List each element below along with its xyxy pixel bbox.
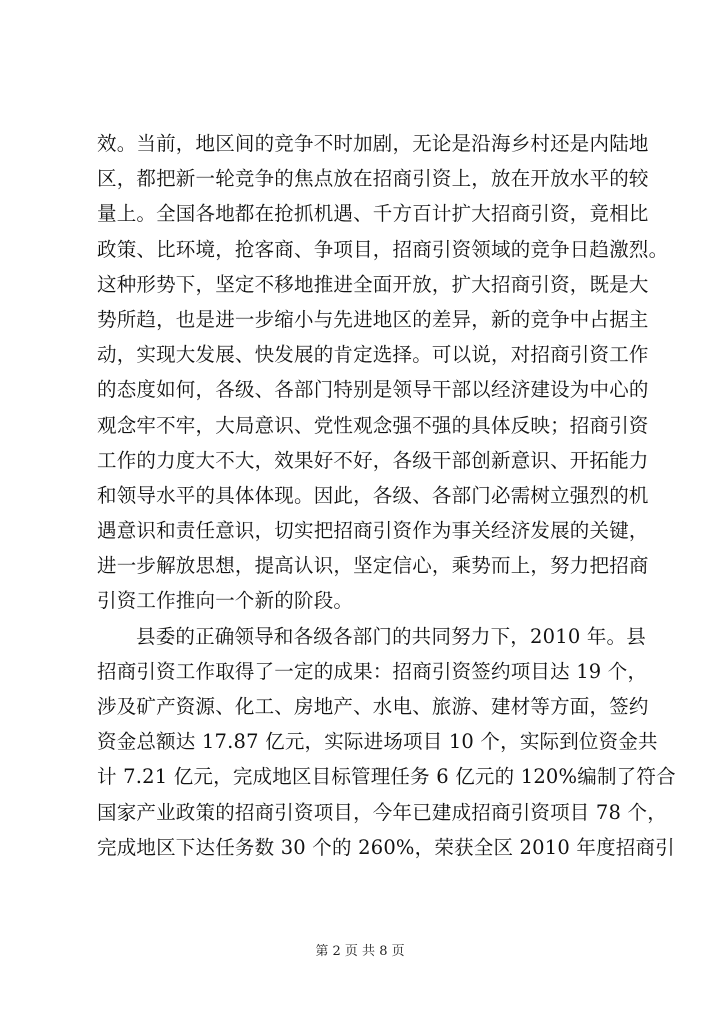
- text-line: 工作的力度大不大，效果好不好，各级干部创新意识、开拓能力: [97, 448, 649, 472]
- text-line: 这种形势下，坚定不移地推进全面开放，扩大招商引资，既是大: [97, 272, 649, 296]
- text-line: 完成地区下达任务数 30 个的 260%，荣获全区 2010 年度招商引: [97, 835, 675, 859]
- text-line: 量上。全国各地都在抢抓机遇、千方百计扩大招商引资，竟相比: [97, 202, 649, 226]
- text-line: 政策、比环境，抢客商、争项目，招商引资领域的竞争日趋激烈。: [97, 237, 669, 261]
- text-line: 和领导水平的具体体现。因此，各级、各部门必需树立强烈的机: [97, 483, 649, 507]
- text-line: 涉及矿产资源、化工、房地产、水电、旅游、建材等方面，签约: [97, 695, 649, 718]
- page-number-footer: 第 2 页 共 8 页: [315, 944, 405, 959]
- text-line: 效。当前，地区间的竞争不时加剧，无论是沿海乡村还是内陆地: [97, 132, 649, 155]
- text-line: 的态度如何，各级、各部门特别是领导干部以经济建设为中心的: [97, 378, 649, 402]
- text-line: 动，实现大发展、快发展的肯定选择。可以说，对招商引资工作: [97, 343, 649, 367]
- text-line: 进一步解放思想，提高认识，坚定信心，乘势而上，努力把招商: [97, 554, 649, 578]
- text-line: 资金总额达 17.87 亿元，实际进场项目 10 个，实际到位资金共: [97, 730, 658, 754]
- text-line: 区，都把新一轮竞争的焦点放在招商引资上，放在开放水平的较: [97, 167, 649, 191]
- text-line: 势所趋，也是进一步缩小与先进地区的差异，新的竞争中占据主: [97, 307, 649, 331]
- text-line: 国家产业政策的招商引资项目，今年已建成招商引资项目 78 个，: [97, 800, 667, 824]
- text-line: 计 7.21 亿元，完成地区目标管理任务 6 亿元的 120%编制了符合: [97, 765, 676, 789]
- body-text: [97, 126, 676, 865]
- text-line: 遇意识和责任意识，切实把招商引资作为事关经济发展的关键，: [97, 519, 649, 543]
- text-line: 观念牢不牢，大局意识、党性观念强不强的具体反映；招商引资: [97, 413, 649, 437]
- text-line: 招商引资工作取得了一定的成果：招商引资签约项目达 19 个，: [97, 659, 648, 683]
- paragraph-start-line: 县委的正确领导和各级各部门的共同努力下，2010 年。县: [136, 624, 646, 648]
- text-line: 引资工作推向一个新的阶段。: [97, 589, 354, 613]
